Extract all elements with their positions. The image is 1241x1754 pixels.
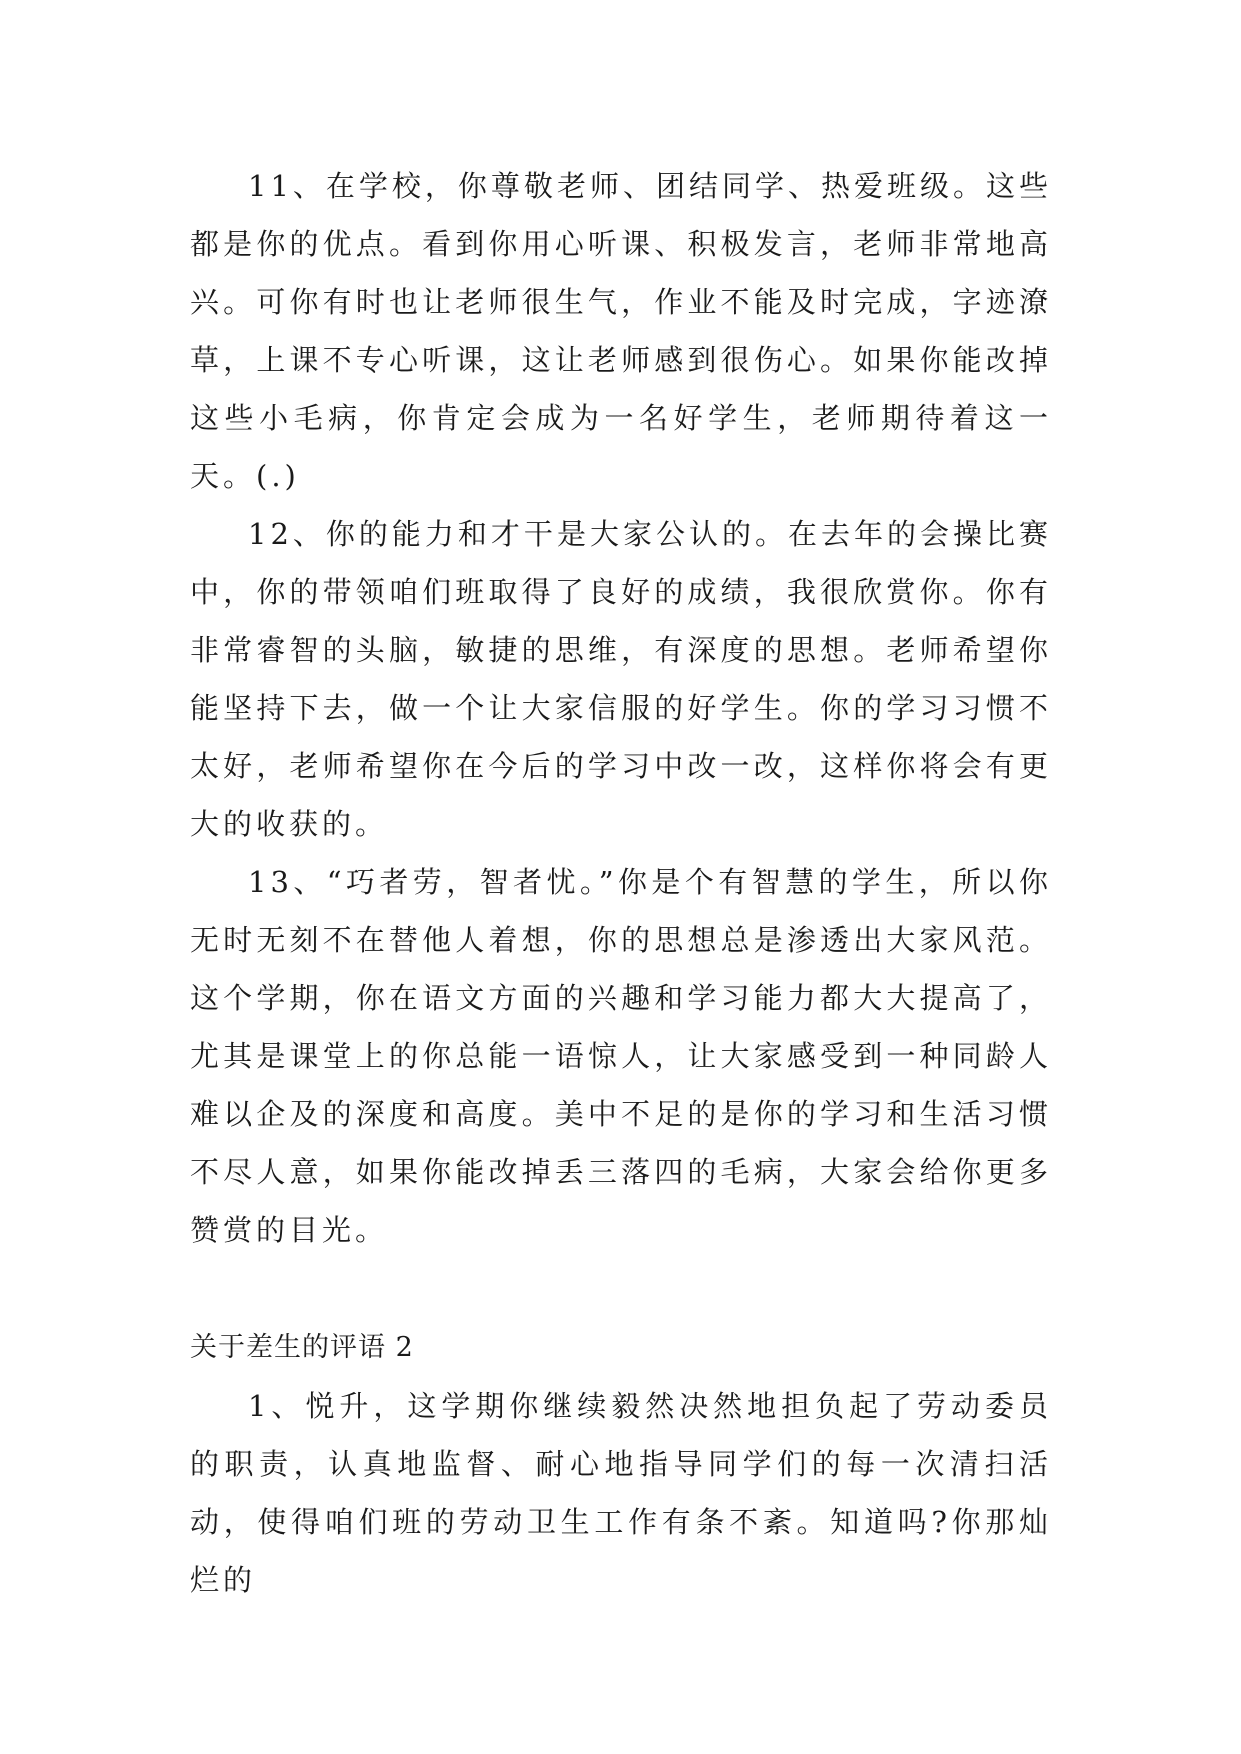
comment-paragraph-13: 13、“巧者劳，智者忧。”你是个有智慧的学生，所以你无时无刻不在替他人着想，你的思想总是渗透出大家风范。这个学期，你在语文方面的兴趣和学习能力都大大提高了，尤其是课堂上的你总能一语惊人，让大家感受到一种同龄人难以企及的深度和高度。美中不足的是你的学习和生活习惯不尽人意，如果你能改掉丢三落四的毛病，大家会给你更多赞赏的目光。 bbox=[190, 865, 1052, 1247]
comment-paragraph-12: 12、你的能力和才干是大家公认的。在去年的会操比赛中，你的带领咱们班取得了良好的成绩，我很欣赏你。你有非常睿智的头脑，敏捷的思维，有深度的思想。老师希望你能坚持下去，做一个让大家信服的好学生。你的学习习惯不太好，老师希望你在今后的学习中改一改，这样你将会有更大的收获的。 bbox=[190, 517, 1052, 841]
comment-paragraph-1: 1、悦升，这学期你继续毅然决然地担负起了劳动委员的职责，认真地监督、耐心地指导同学们的每一次清扫活动，使得咱们班的劳动卫生工作有条不紊。知道吗?你那灿烂的 bbox=[190, 1389, 1052, 1597]
section-heading: 关于差生的评语 2 bbox=[190, 1332, 414, 1363]
comment-paragraph-11: 11、在学校，你尊敬老师、团结同学、热爱班级。这些都是你的优点。看到你用心听课、积极发言，老师非常地高兴。可你有时也让老师很生气，作业不能及时完成，字迹潦草，上课不专心听课，这让老师感到很伤心。如果你能改掉这些小毛病，你肯定会成为一名好学生，老师期待着这一天。(.) bbox=[190, 169, 1052, 493]
document-page bbox=[190, 157, 1052, 1609]
